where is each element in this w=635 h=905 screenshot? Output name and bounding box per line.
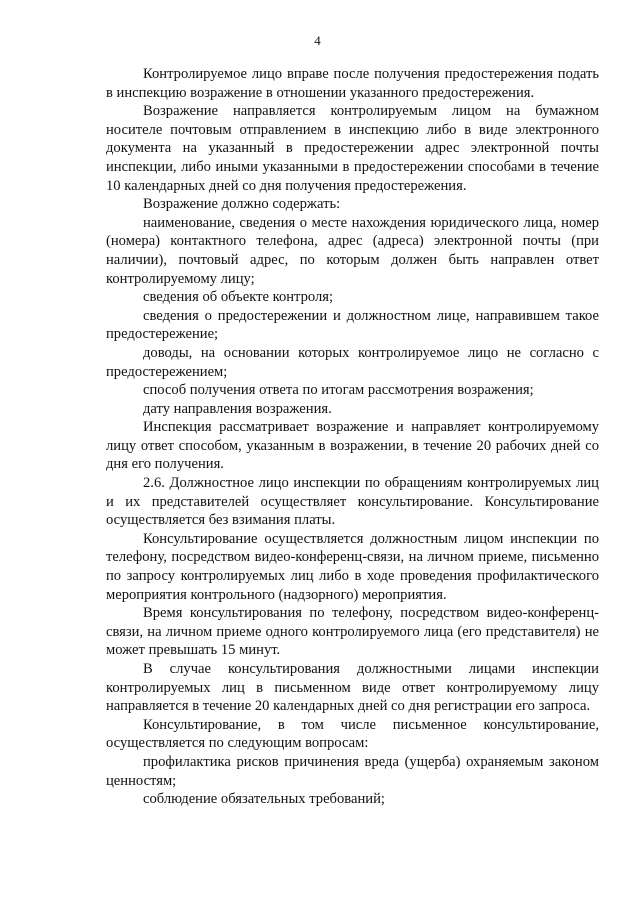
paragraph-consulting-time-limit: Время консультирования по телефону, посредством видео-конференц-связи, на личном приеме одного контролируемого лица (его представителя) не может превышать 15 минут. — [106, 605, 599, 659]
list-item-risk-prevention: профилактика рисков причинения вреда (ущерба) охраняемым законом ценностям; — [106, 753, 599, 789]
paragraph-section-2-6: 2.6. Должностное лицо инспекции по обращениям контролируемых лиц и их представителей осуществляет консультирование. Консультирование осуществляется без взимания платы. — [106, 475, 599, 529]
document-body — [106, 65, 599, 809]
paragraph-written-consulting: В случае консультирования должностными лицами инспекции контролируемых лиц в письменном виде ответ контролируемому лицу направляется в течение 20 календарных дней со дня регистрации его запроса. — [106, 661, 599, 715]
paragraph-objection-review: Инспекция рассматривает возражение и направляет контролируемому лицу ответ способом, указанным в возражении, в течение 20 рабочих дней со дня его получения. — [106, 419, 599, 473]
page-number: 4 — [314, 33, 321, 48]
list-item-warning-details: сведения о предостережении и должностном лице, направившем такое предостережение; — [106, 307, 599, 343]
paragraph-objection-contents-intro: Возражение должно содержать: — [143, 196, 341, 213]
list-item-control-object: сведения об объекте контроля; — [143, 289, 334, 306]
list-item-name-and-contacts: наименование, сведения о месте нахождения юридического лица, номер (номера) контактного телефона, адрес (адреса) электронной почты (при наличии), почтовый адрес, по которым должен быть направлен ответ контролируемому лицу; — [106, 214, 599, 287]
list-item-arguments: доводы, на основании которых контролируемое лицо не согласно с предостережением; — [106, 344, 599, 380]
paragraph-objection-right: Контролируемое лицо вправе после получения предостережения подать в инспекцию возражение в отношении указанного предостережения. — [106, 66, 599, 101]
paragraph-consulting-methods: Консультирование осуществляется должностным лицом инспекции по телефону, посредством видео-конференц-связи, на личном приеме, письменно по запросу контролируемых лиц либо в ходе проведения профилактического мероприятия контрольного (надзорного) мероприятия. — [106, 530, 599, 603]
list-item-mandatory-requirements: соблюдение обязательных требований; — [143, 791, 385, 808]
list-item-response-method: способ получения ответа по итогам рассмотрения возражения; — [143, 382, 534, 399]
paragraph-consulting-topics-intro: Консультирование, в том числе письменное консультирование, осуществляется по следующим вопросам: — [106, 716, 599, 752]
list-item-objection-date: дату направления возражения. — [143, 400, 332, 417]
paragraph-objection-delivery: Возражение направляется контролируемым лицом на бумажном носителе почтовым отправлением в инспекцию либо в виде электронного документа на указанный в предостережении адрес электронной почты инспекции, либо иными указанными в предостережении способами в течение 10 календарных дней со дня получения предостережения. — [106, 103, 599, 194]
